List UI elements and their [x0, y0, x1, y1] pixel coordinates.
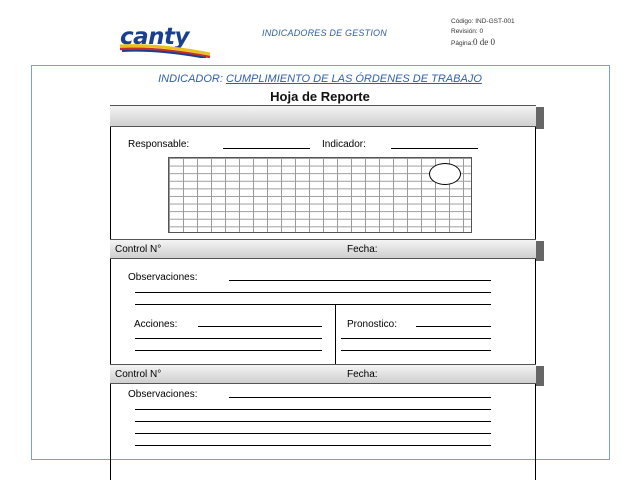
- logo-swoosh-icon: [118, 24, 218, 58]
- pagina-label: Página:: [451, 40, 474, 47]
- pronostico-line[interactable]: [416, 326, 491, 327]
- acciones-line[interactable]: [135, 350, 322, 351]
- pronostico-line[interactable]: [341, 338, 491, 339]
- pronostico-label: Pronostico:: [347, 319, 398, 330]
- document-meta: [451, 17, 515, 49]
- control-number-label: Control N°: [115, 369, 162, 380]
- control-number-label: Control N°: [115, 244, 162, 255]
- bar-shadow: [536, 241, 544, 261]
- chart-grid: [168, 157, 472, 233]
- pagina-text: [451, 37, 515, 49]
- sheet-title: Hoja de Reporte: [270, 89, 370, 104]
- section-divider: [335, 305, 336, 368]
- indicator-name: CUMPLIMIENTO DE LAS ÓRDENES DE TRABAJO: [225, 73, 482, 85]
- pagina-value: 0 de 0: [473, 37, 496, 47]
- observaciones-line[interactable]: [135, 433, 491, 434]
- sheet-top-bar: [110, 105, 536, 127]
- observaciones-line[interactable]: [135, 304, 491, 305]
- indicador-label: Indicador:: [322, 139, 366, 150]
- control-bar-1: [110, 239, 536, 259]
- observaciones-line[interactable]: [135, 409, 491, 410]
- indicador-line[interactable]: [391, 148, 478, 149]
- acciones-line[interactable]: [198, 326, 322, 327]
- observaciones-line[interactable]: [135, 421, 491, 422]
- company-logo: [118, 24, 218, 58]
- responsable-line[interactable]: [223, 148, 310, 149]
- codigo-text: Código: IND-GST-001: [451, 18, 515, 25]
- observaciones-label: Observaciones:: [128, 272, 198, 283]
- observaciones-line[interactable]: [229, 280, 491, 281]
- indicator-prefix: INDICADOR:: [158, 73, 223, 85]
- indicator-heading: [0, 73, 640, 85]
- observaciones-label: Observaciones:: [128, 389, 198, 400]
- responsable-label: Responsable:: [128, 139, 190, 150]
- observaciones-line[interactable]: [135, 445, 491, 446]
- pronostico-line[interactable]: [341, 350, 491, 351]
- acciones-line[interactable]: [135, 338, 322, 339]
- fecha-label: Fecha:: [347, 369, 378, 380]
- observaciones-line[interactable]: [229, 397, 491, 398]
- logo-text: canty: [120, 24, 190, 50]
- observaciones-line[interactable]: [135, 292, 491, 293]
- header-title: INDICADORES DE GESTION: [262, 28, 387, 38]
- bar-shadow: [536, 107, 544, 129]
- revision-text: Revisión: 0: [451, 28, 484, 35]
- bar-shadow: [536, 366, 544, 386]
- acciones-label: Acciones:: [134, 319, 178, 330]
- fecha-label: Fecha:: [347, 244, 378, 255]
- indicator-ellipse-icon: [429, 163, 461, 185]
- control-bar-2: [110, 364, 536, 384]
